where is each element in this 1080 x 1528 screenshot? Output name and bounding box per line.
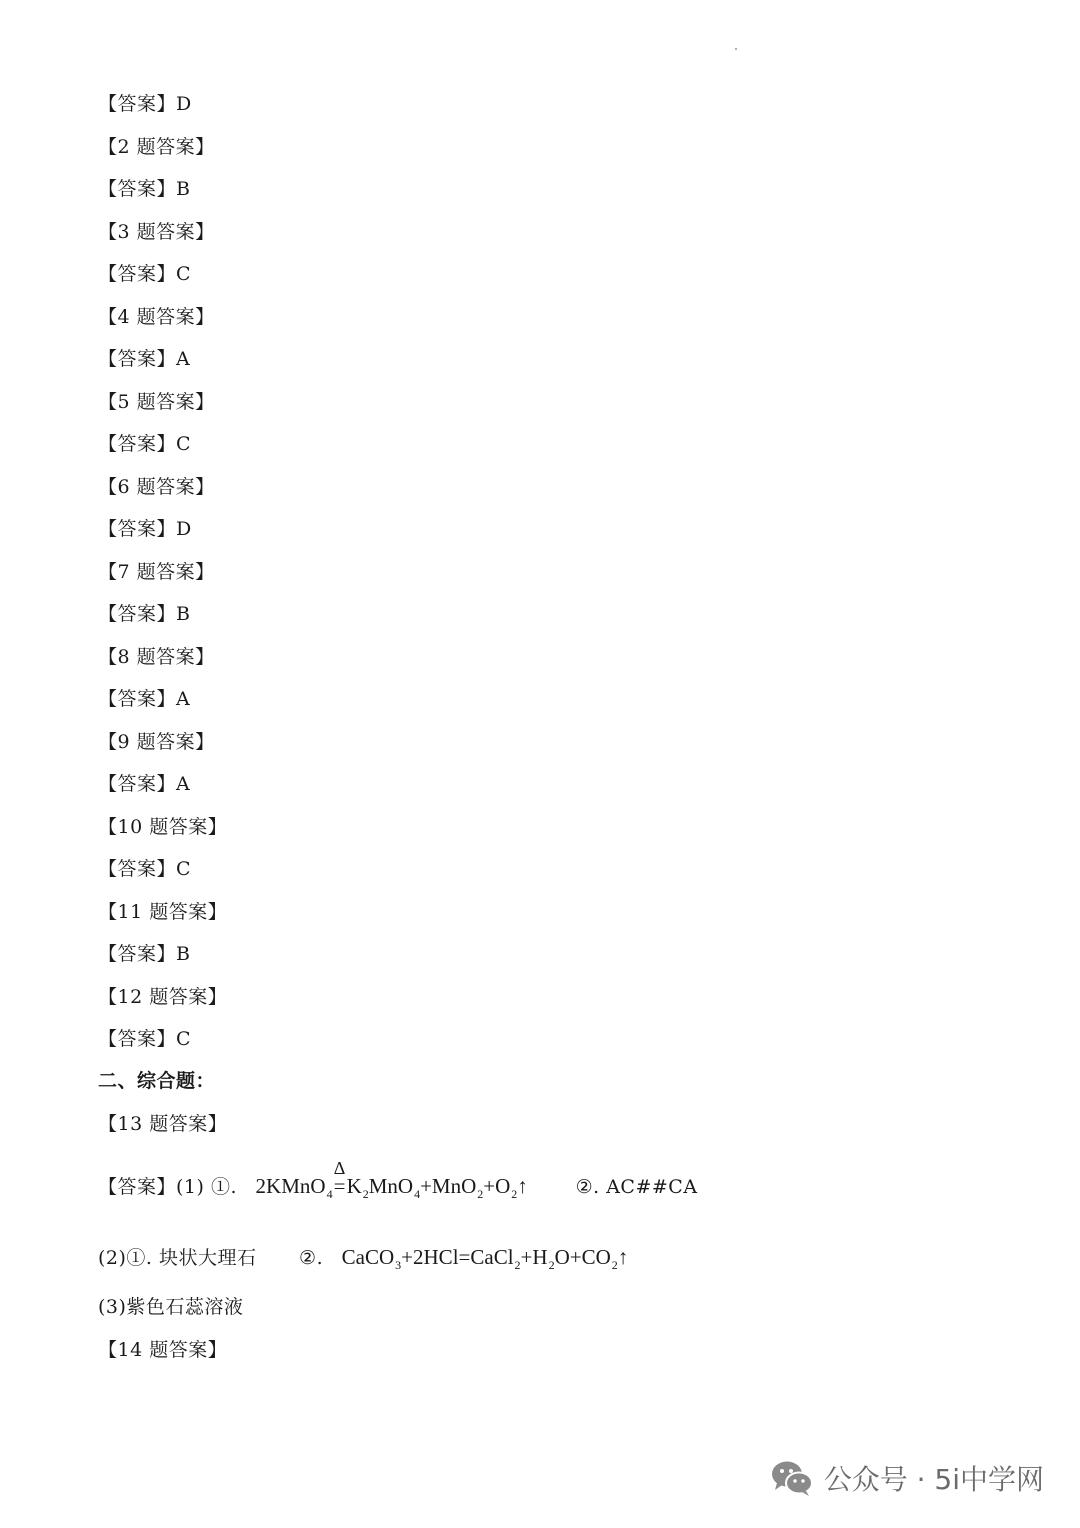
q13-header: 【13 题答案】	[98, 1113, 228, 1135]
section-heading: 二、综合题：	[98, 1070, 216, 1092]
question-header: 【11 题答案】	[98, 900, 228, 923]
q13-answer-line1	[98, 1158, 698, 1206]
wechat-icon	[770, 1459, 814, 1497]
gas-arrow: ↑	[517, 1174, 528, 1198]
q13-line1-prefix: 【答案】(1) ①.	[98, 1176, 237, 1198]
question-header: 【10 题答案】	[98, 815, 228, 838]
question-header: 【8 题答案】	[98, 645, 215, 668]
answer-line: 【答案】C	[98, 263, 192, 285]
answer-line: 【答案】A	[98, 688, 191, 710]
q13-line2-part2-label: ②.	[299, 1247, 324, 1269]
q13-line1-part2: ②. AC##CA	[575, 1176, 698, 1198]
watermark	[770, 1458, 1044, 1498]
q14-header: 【14 题答案】	[98, 1339, 228, 1361]
q13-line2-prefix: (2)①. 块状大理石	[98, 1247, 257, 1269]
answer-line: 【答案】C	[98, 858, 192, 880]
gas-arrow-2: ↑	[617, 1245, 629, 1269]
question-header: 【4 题答案】	[98, 305, 215, 328]
answer-line: 【答案】B	[98, 603, 191, 625]
answer-line: 【答案】C	[98, 433, 192, 455]
answer-line: 【答案】D	[98, 518, 192, 540]
page-dot	[735, 48, 737, 50]
watermark-text: 公众号 · 5i中学网	[823, 1463, 1044, 1496]
answer-line: 【答案】B	[98, 943, 191, 965]
question-header: 【12 题答案】	[98, 985, 228, 1008]
q13-answer-line3: (3)紫色石蕊溶液	[98, 1296, 244, 1318]
q13-equation-kmno4: 2KMnO$_4$ Δ $=K_2MnO_4+MnO_2+O_2↑$	[255, 1158, 528, 1201]
question-header: 【9 题答案】	[98, 730, 215, 753]
question-header: 【2 题答案】	[98, 135, 215, 158]
question-header: 【6 题答案】	[98, 475, 215, 498]
question-header: 【3 题答案】	[98, 220, 215, 243]
answer-line: 【答案】B	[98, 178, 191, 200]
delta-symbol: Δ	[333, 1158, 346, 1178]
answer-line: 【答案】A	[98, 773, 191, 795]
question-header: 【5 题答案】	[98, 390, 215, 413]
q13-equation-caco3: $CaCO_3+2HCl=CaCl_2+H_2O+CO_2↑$	[341, 1245, 629, 1272]
question-header: 【7 题答案】	[98, 560, 215, 583]
q13-answer-line2	[98, 1245, 628, 1277]
answer-line: 【答案】A	[98, 348, 191, 370]
answer-line: 【答案】C	[98, 1028, 192, 1050]
answer-line: 【答案】D	[98, 93, 192, 115]
